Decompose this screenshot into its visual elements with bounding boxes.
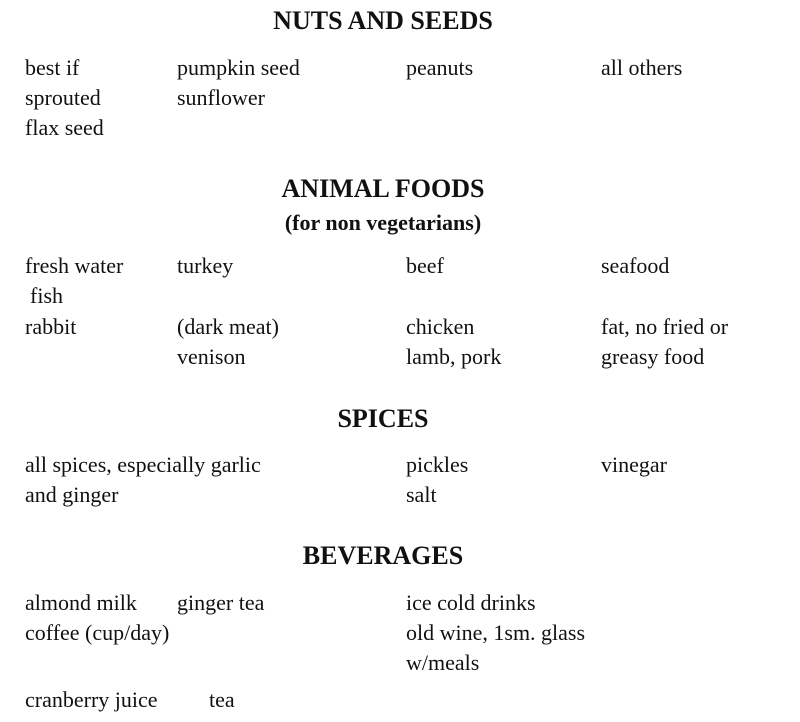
animal-col4-line3: greasy food: [601, 344, 705, 369]
section-title-nuts-and-seeds: NUTS AND SEEDS: [273, 6, 493, 35]
animal-col3-line1: beef: [406, 253, 444, 278]
spices-col4-line1: vinegar: [601, 452, 667, 477]
animal-col1-line1: fresh water: [25, 253, 124, 278]
nuts-col2-line2: sunflower: [177, 85, 265, 110]
beverages-col1-line1: almond milk: [25, 590, 137, 615]
section-title-beverages: BEVERAGES: [302, 541, 464, 570]
animal-col2-line1: turkey: [177, 253, 234, 278]
spices-col3-line1: pickles: [406, 452, 469, 477]
animal-col2-line2: (dark meat): [177, 314, 279, 339]
beverages-col2-line2: tea: [209, 687, 235, 712]
spices-col1-line2: and ginger: [25, 482, 119, 507]
animal-col3-line2: chicken: [406, 314, 475, 339]
nuts-col2-line1: pumpkin seed: [177, 55, 300, 80]
nuts-col1-line1: best if: [25, 55, 80, 80]
beverages-col3-line2: old wine, 1sm. glass: [406, 620, 586, 645]
section-subtitle-animal-foods: (for non vegetarians): [284, 210, 482, 235]
animal-col2-line3: venison: [177, 344, 246, 369]
animal-col4-line1: seafood: [601, 253, 670, 278]
nuts-col1-line2: sprouted: [25, 85, 101, 110]
beverages-col1-line2: coffee (cup/day): [25, 620, 170, 645]
nuts-col3-line1: peanuts: [406, 55, 474, 80]
beverages-col3-line3: w/meals: [406, 650, 480, 675]
beverages-col3-line1: ice cold drinks: [406, 590, 536, 615]
nuts-col1-line3: flax seed: [25, 115, 104, 140]
section-title-spices: SPICES: [337, 404, 429, 433]
beverages-col2-line1: ginger tea: [177, 590, 265, 615]
animal-col4-line2: fat, no fried or: [601, 314, 729, 339]
nuts-col4-line1: all others: [601, 55, 683, 80]
section-title-animal-foods: ANIMAL FOODS: [281, 174, 485, 203]
animal-col1-line3: rabbit: [25, 314, 77, 339]
animal-col3-line3: lamb, pork: [406, 344, 502, 369]
animal-col1-line2: fish: [30, 283, 63, 308]
spices-col3-line2: salt: [406, 482, 437, 507]
spices-col1-line1: all spices, especially garlic: [25, 452, 261, 477]
beverages-col1-line3: cranberry juice: [25, 687, 158, 712]
